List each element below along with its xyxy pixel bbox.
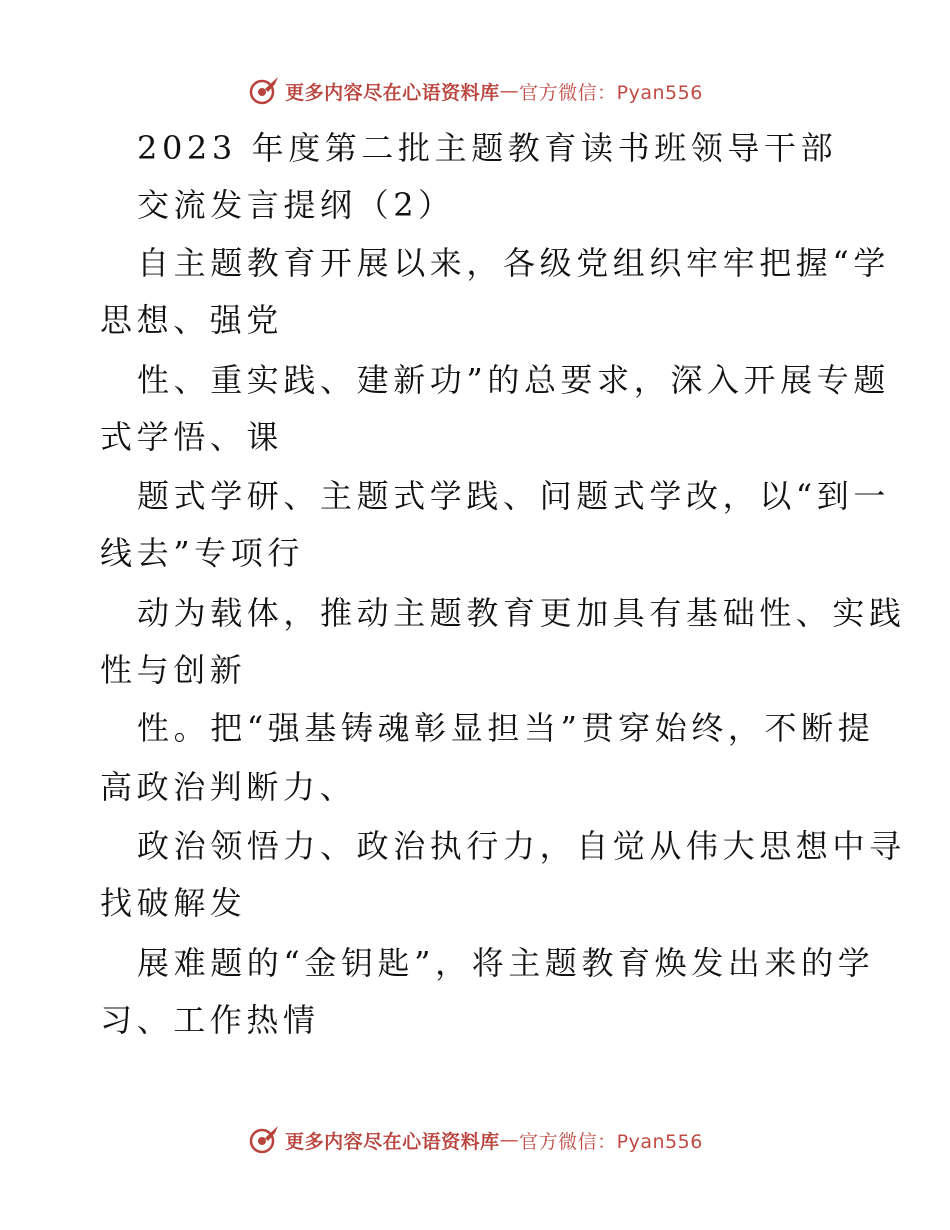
footer-watermark: [0, 1120, 950, 1160]
paragraph-line: 性、重实践、建新功”的总要求，深入开展专题: [137, 361, 890, 399]
doc-title-line-1: 2023 年度第二批主题教育读书班领导干部: [137, 129, 838, 167]
watermark-text: 更多内容尽在心语资料库: [285, 81, 500, 104]
watermark-text: 更多内容尽在心语资料库: [285, 1130, 500, 1153]
watermark-wechat: 官方微信：Pyan556: [519, 1130, 703, 1153]
paragraph-line: 政治领悟力、政治执行力，自觉从伟大思想中寻: [137, 827, 906, 865]
doc-title-line-2: 交流发言提纲（2）: [137, 186, 455, 224]
watermark-separator: —: [499, 1129, 520, 1151]
paragraph-line: 习、工作热情: [100, 1001, 320, 1039]
paragraph-line: 性与创新: [100, 651, 247, 689]
paragraph-line: 线去”专项行: [100, 534, 304, 572]
paragraph-line: 性。把“强基铸魂彰显担当”贯穿始终，不断提: [137, 709, 875, 747]
paragraph-line: 自主题教育开展以来，各级党组织牢牢把握“学: [137, 244, 890, 282]
quill-pen-logo-icon: [247, 1123, 281, 1157]
paragraph-line: 高政治判断力、: [100, 768, 357, 806]
paragraph-line: 找破解发: [100, 884, 247, 922]
watermark-wechat: 官方微信：Pyan556: [519, 81, 703, 104]
paragraph-line: 思想、强党: [100, 301, 284, 339]
watermark-separator: —: [499, 80, 520, 102]
paragraph-line: 题式学研、主题式学践、问题式学改，以“到一: [137, 477, 890, 515]
paragraph-line: 动为载体，推动主题教育更加具有基础性、实践: [137, 594, 906, 632]
paragraph-line: 式学悟、课: [100, 418, 284, 456]
quill-pen-logo-icon: [247, 74, 281, 108]
header-watermark: [0, 71, 950, 111]
paragraph-line: 展难题的“金钥匙”，将主题教育焕发出来的学: [137, 944, 875, 982]
